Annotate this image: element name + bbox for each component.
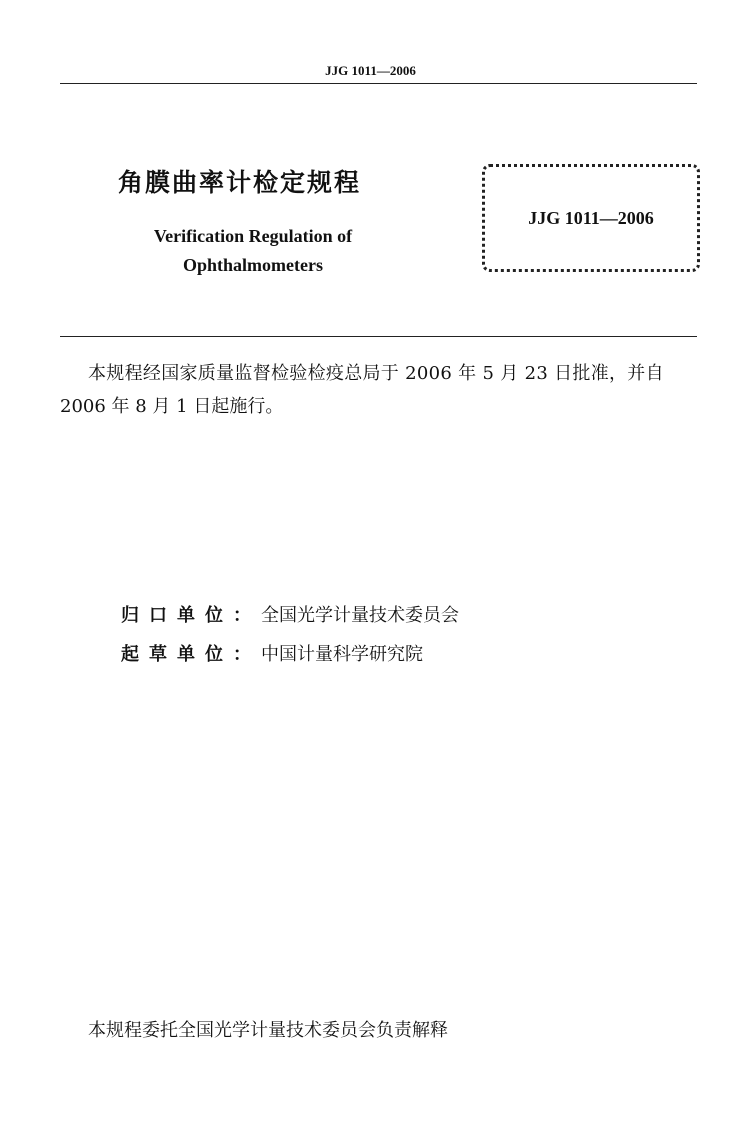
approval-line1: 本规程经国家质量监督检验检疫总局于 2006 年 5 月 23 日批准，并自 <box>88 363 664 384</box>
header-code: JJG 1011—2006 <box>325 63 416 78</box>
unit-row-2 <box>121 640 423 666</box>
title-zh: 角膜曲率计检定规程 <box>118 168 362 197</box>
unit-value: 中国计量科学研究院 <box>261 644 423 665</box>
footer-note: 本规程委托全国光学计量技术委员会负责解释 <box>88 1020 448 1041</box>
title-en-line1: Verification Regulation of <box>153 226 353 246</box>
header-rule <box>60 83 697 84</box>
approval-line2: 2006 年 8 月 1 日起施行。 <box>60 396 284 417</box>
unit-label: 归口单位： <box>121 605 261 626</box>
title-rule <box>60 336 697 337</box>
unit-label: 起草单位： <box>121 644 261 665</box>
code-box-text: JJG 1011—2006 <box>528 208 654 228</box>
unit-value: 全国光学计量技术委员会 <box>261 605 459 626</box>
title-en-line2: Ophthalmometers <box>183 255 323 275</box>
unit-row-1 <box>121 601 459 627</box>
